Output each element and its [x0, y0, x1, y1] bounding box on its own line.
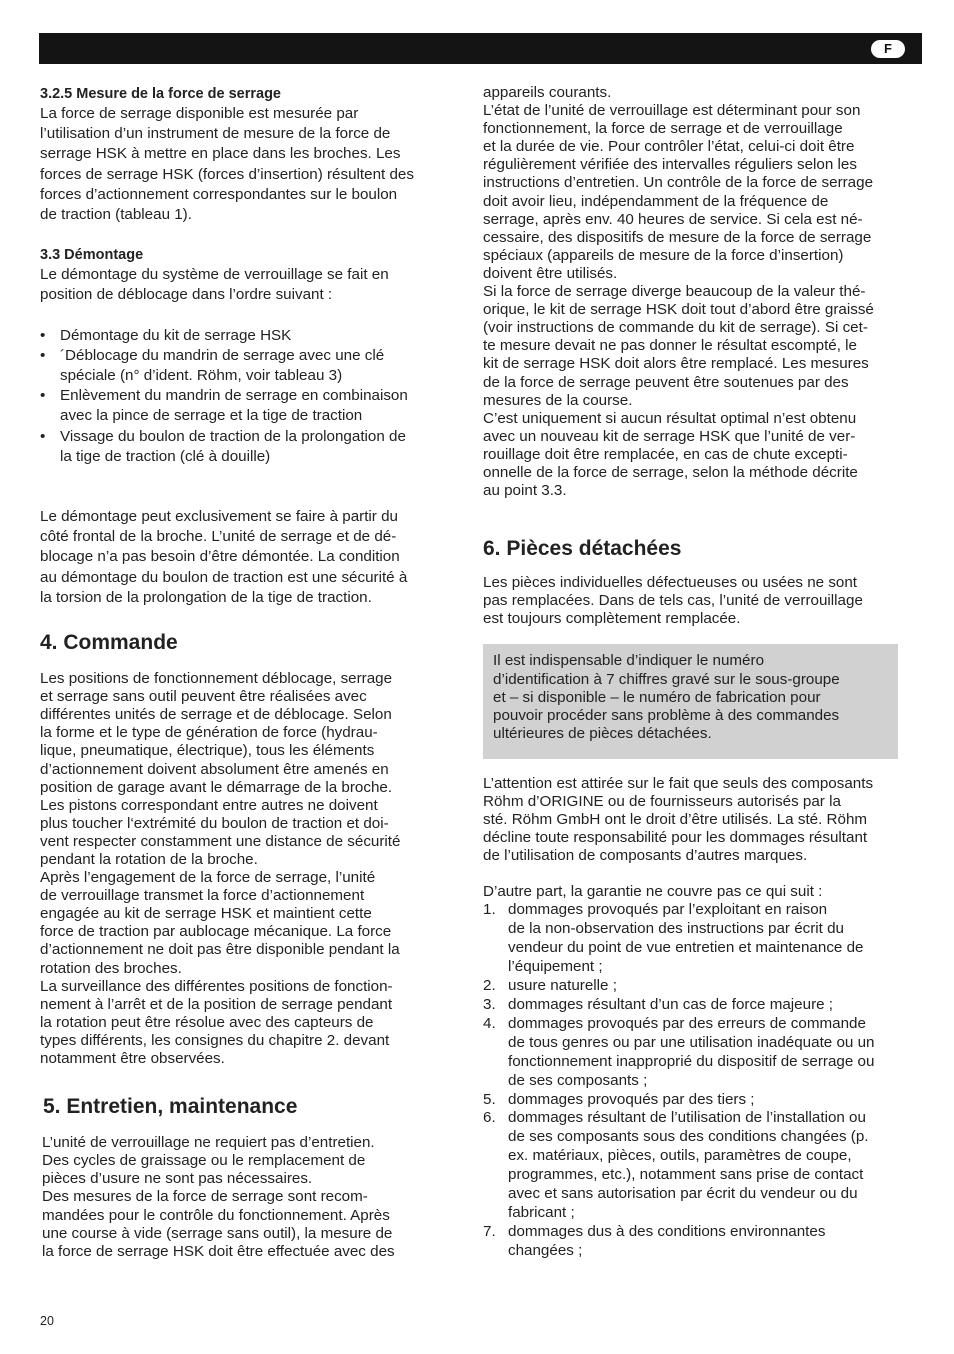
section-5-continued — [483, 84, 923, 500]
list-item-number: 3. — [483, 996, 496, 1013]
section-3-3-intro — [40, 265, 460, 305]
list-item — [483, 1015, 923, 1091]
left-column — [40, 84, 460, 1261]
page-number: 20 — [40, 1314, 54, 1328]
section-3-3-outro — [40, 507, 460, 608]
bullet-icon: • — [40, 326, 46, 344]
text-line: la force de serrage HSK doit être effectuée avec des — [42, 1242, 395, 1260]
bullet-icon: • — [40, 427, 46, 445]
section-4 — [40, 630, 460, 1068]
list-item-line: dommages dus à des conditions environnantes — [508, 1222, 826, 1240]
text-line: serrage HSK à mettre en place dans les broches. Les — [40, 145, 401, 163]
text-line: forces de serrage HSK (forces d’insertion) résultent des — [40, 165, 414, 183]
text-line: Les pièces individuelles défectueuses ou usées ne sont — [483, 574, 858, 592]
text-line: blocage n’a pas besoin d’être démontée. La condition — [40, 548, 400, 566]
section-6-intro — [483, 574, 923, 628]
text-line: fonctionnement, la force de serrage et de verrouillage — [483, 120, 843, 138]
section-6 — [483, 536, 923, 1261]
section-5-body — [40, 1134, 460, 1261]
list-item-line: de ses composants ; — [508, 1071, 648, 1089]
header-bar — [39, 33, 922, 64]
text-line: est toujours complètement remplacée. — [483, 610, 741, 628]
section-3-2-5-body — [40, 104, 460, 225]
section-5 — [40, 1094, 460, 1261]
text-line: la forme et le type de génération de force (hydrau- — [40, 724, 378, 742]
text-line: de l’utilisation de composants d’autres marques. — [483, 847, 808, 865]
text-line: côté frontal de la broche. L’unité de serrage et de dé- — [40, 528, 397, 546]
text-line: une course à vide (serrage sans outil), la mesure de — [42, 1224, 393, 1242]
text-line: te mesure devait ne pas donner le résultat escompté, le — [483, 337, 857, 355]
list-item-line: Enlèvement du mandrin de serrage en combinaison — [60, 387, 408, 405]
list-item-line: changées ; — [508, 1241, 583, 1259]
bullet-icon: • — [40, 346, 46, 364]
text-line: L’unité de verrouillage ne requiert pas d’entretien. — [42, 1134, 375, 1152]
bullet-icon: • — [40, 387, 46, 405]
list-item — [483, 977, 923, 996]
section-4-body — [40, 670, 460, 1068]
list-item — [483, 996, 923, 1015]
section-3-2-5 — [40, 84, 460, 225]
list-item — [483, 1223, 923, 1261]
text-line: Le démontage du système de verrouillage se fait en — [40, 266, 389, 284]
list-item-line: de la non-observation des instructions par écrit du — [508, 920, 845, 938]
list-item-line: fabricant ; — [508, 1203, 575, 1221]
text-line: pas remplacées. Dans de tels cas, l’unité de verrouillage — [483, 592, 863, 610]
text-line: d’actionnement ne doit pas être disponible pendant la — [40, 941, 400, 959]
text-line: Les positions de fonctionnement déblocage, serrage — [40, 670, 393, 688]
text-line: l’utilisation d’un instrument de mesure de la force de — [40, 125, 391, 143]
section-3-3 — [40, 245, 460, 608]
list-item-number: 7. — [483, 1222, 496, 1240]
text-line: pièces d’usure ne sont pas nécessaires. — [42, 1170, 313, 1188]
list-item-line: dommages résultant d’un cas de force majeure ; — [508, 996, 834, 1013]
text-line: Les pistons correspondant entre autres ne doivent — [40, 796, 378, 814]
right-column — [483, 84, 923, 1261]
text-line: nement à l’arrêt et de la position de serrage pendant — [40, 995, 393, 1013]
text-line: sté. Röhm GmbH ont le droit d’être utilisés. La sté. Röhm — [483, 811, 868, 829]
text-line: plus toucher l‘extrémité du boulon de traction et doi- — [40, 814, 389, 832]
text-line: Des cycles de graissage ou le remplacement de — [42, 1152, 366, 1170]
text-line: rouillage doit être remplacée, en cas de chute excepti- — [483, 445, 848, 463]
list-item — [40, 326, 460, 346]
list-item-line: la tige de traction (clé à douille) — [60, 447, 271, 465]
text-line: onnelle de la force de serrage, selon la méthode décrite — [483, 463, 858, 481]
list-item-number: 2. — [483, 977, 496, 995]
section-3-2-5-title: 3.2.5 Mesure de la force de serrage — [40, 86, 281, 102]
text-line: pendant la rotation de la broche. — [40, 851, 258, 868]
text-line: de verrouillage transmet la force d’actionnement — [40, 887, 365, 905]
list-item-line: avec la pince de serrage et la tige de traction — [60, 407, 363, 425]
list-item-line: spéciale (n° d’ident. Röhm, voir tableau 3) — [60, 367, 343, 385]
text-line: appareils courants. — [483, 84, 612, 101]
text-line: Des mesures de la force de serrage sont recom- — [42, 1188, 368, 1206]
text-line: différentes unités de serrage et de déblocage. Selon — [40, 706, 392, 724]
list-item — [40, 386, 460, 426]
list-item — [483, 901, 923, 977]
text-line: position de garage avant le démarrage de la broche. — [40, 778, 393, 796]
warranty-intro: D’autre part, la garantie ne couvre pas ce qui suit : — [483, 883, 823, 901]
text-line: instructions d’entretien. Un contrôle de la force de serrage — [483, 174, 874, 192]
text-line: Après l’engagement de la force de serrage, l’unité — [40, 869, 376, 887]
text-line: Si la force de serrage diverge beaucoup de la valeur thé- — [483, 283, 866, 301]
text-line: ultérieures de pièces détachées. — [493, 724, 712, 742]
text-line: serrage, après env. 40 heures de service. Si cela est né- — [483, 210, 863, 228]
text-line: Il est indispensable d’indiquer le numéro — [493, 652, 765, 670]
list-item-line: dommages provoqués par des tiers ; — [508, 1090, 755, 1108]
text-line: pouvoir procéder sans problème à des commandes — [493, 706, 840, 724]
text-line: de traction (tableau 1). — [40, 206, 192, 224]
text-line: régulièrement vérifiée des intervalles réguliers selon les — [483, 156, 857, 174]
text-line: doivent être utilisés. — [483, 264, 618, 282]
text-line: L’état de l’unité de verrouillage est déterminant pour son — [483, 102, 861, 120]
language-badge: F — [871, 40, 905, 58]
text-line: (voir instructions de commande du kit de serrage). Si cet- — [483, 319, 868, 337]
text-line: avec un nouveau kit de serrage HSK que l’unité de ver- — [483, 427, 856, 445]
text-line: la torsion de la prolongation de la tige de traction. — [40, 588, 372, 606]
text-line: et serrage sans outil peuvent être réalisées avec — [40, 688, 367, 706]
text-line: de la force de serrage peuvent être soutenues par des — [483, 373, 849, 391]
text-line: position de déblocage dans l’ordre suivant : — [40, 286, 333, 304]
list-item-number: 4. — [483, 1014, 496, 1032]
text-line: notamment être observées. — [40, 1050, 225, 1068]
list-item-line: usure naturelle ; — [508, 977, 617, 995]
text-line: force de traction par aublocage mécanique. La force — [40, 923, 392, 941]
warranty-exclusions-list — [483, 901, 923, 1260]
text-line: et la durée de vie. Pour contrôler l’état, celui-ci doit être — [483, 138, 855, 156]
section-6-heading: 6. Pièces détachées — [483, 537, 682, 561]
list-item-line: avec et sans autorisation par écrit du vendeur ou du — [508, 1185, 858, 1203]
section-3-3-title: 3.3 Démontage — [40, 247, 144, 264]
text-line: mandées pour le contrôle du fonctionnement. Après — [42, 1206, 390, 1224]
list-item-line: Démontage du kit de serrage HSK — [60, 326, 292, 344]
list-item-line: dommages provoqués par l’exploitant en raison — [508, 901, 828, 919]
list-item — [40, 427, 460, 467]
dismantling-steps-list — [40, 326, 460, 467]
text-line: et – si disponible – le numéro de fabrication pour — [493, 688, 821, 706]
list-item-line: dommages résultant de l’utilisation de l’installation ou — [508, 1109, 866, 1127]
note-box — [483, 644, 898, 758]
section-5-heading: 5. Entretien, maintenance — [43, 1095, 298, 1119]
text-line: la rotation peut être résolue avec des capteurs de — [40, 1013, 374, 1031]
text-line: types différents, les consignes du chapitre 2. devant — [40, 1031, 390, 1049]
text-line: Röhm d’ORIGINE ou de fournisseurs autorisés par la — [483, 793, 841, 810]
text-line: doit avoir lieu, indépendamment de la fréquence de — [483, 192, 829, 210]
section-4-heading: 4. Commande — [40, 631, 178, 655]
text-line: La surveillance des différentes positions de fonction- — [40, 977, 393, 995]
list-item-line: ex. matériaux, pièces, outils, paramètres de coupe, — [508, 1147, 852, 1165]
list-item-number: 1. — [483, 901, 496, 919]
list-item-line: l’équipement ; — [508, 958, 603, 976]
text-line: cessaire, des dispositifs de mesure de la force de serrage — [483, 228, 872, 246]
text-line: L’attention est attirée sur le fait que seuls des composants — [483, 774, 874, 792]
text-line: Le démontage peut exclusivement se faire à partir du — [40, 508, 398, 526]
text-line: au point 3.3. — [483, 482, 567, 500]
text-line: vent respecter constamment une distance de sécurité — [40, 832, 401, 850]
list-item — [483, 1109, 923, 1222]
text-line: C’est uniquement si aucun résultat optimal n’est obtenu — [483, 409, 857, 427]
text-line: spéciaux (appareils de mesure de la force d’insertion) — [483, 246, 844, 264]
list-item-number: 6. — [483, 1109, 496, 1127]
text-line: rotation des broches. — [40, 959, 182, 977]
text-line: La force de serrage disponible est mesurée par — [40, 105, 359, 122]
text-line: décline toute responsabilité pour les dommages résultant — [483, 829, 868, 847]
list-item — [483, 1091, 923, 1110]
list-item-number: 5. — [483, 1090, 496, 1108]
list-item-line: vendeur du point de vue entretien et maintenance de — [508, 939, 864, 957]
list-item-line: de ses composants sous des conditions changées (p. — [508, 1128, 869, 1146]
list-item-line: dommages provoqués par des erreurs de commande — [508, 1014, 866, 1032]
list-item-line: fonctionnement inapproprié du dispositif de serrage ou — [508, 1052, 875, 1070]
text-line: kit de serrage HSK doit alors être remplacé. Les mesures — [483, 355, 869, 373]
text-line: mesures de la course. — [483, 391, 633, 409]
text-line: engagée au kit de serrage HSK et maintient cette — [40, 905, 372, 923]
text-line: au démontage du boulon de traction est une sécurité à — [40, 568, 408, 586]
list-item — [40, 346, 460, 386]
list-item-line: programmes, etc.), notamment sans prise de contact — [508, 1166, 864, 1184]
list-item-line: ´Déblocage du mandrin de serrage avec une clé — [60, 346, 385, 364]
section-6-attention — [483, 775, 923, 865]
text-line: d’actionnement doivent absolument être amenés en — [40, 760, 389, 778]
text-line: lique, pneumatique, électrique), tous les éléments — [40, 742, 375, 760]
list-item-line: de tous genres ou par une utilisation inadéquate ou un — [508, 1033, 875, 1051]
text-line: forces d’actionnement correspondantes sur le boulon — [40, 185, 398, 203]
text-line: d’identification à 7 chiffres gravé sur le sous-groupe — [493, 670, 840, 688]
text-line: orique, le kit de serrage HSK doit tout d’abord être graissé — [483, 301, 874, 319]
list-item-line: Vissage du boulon de traction de la prolongation de — [60, 427, 406, 445]
